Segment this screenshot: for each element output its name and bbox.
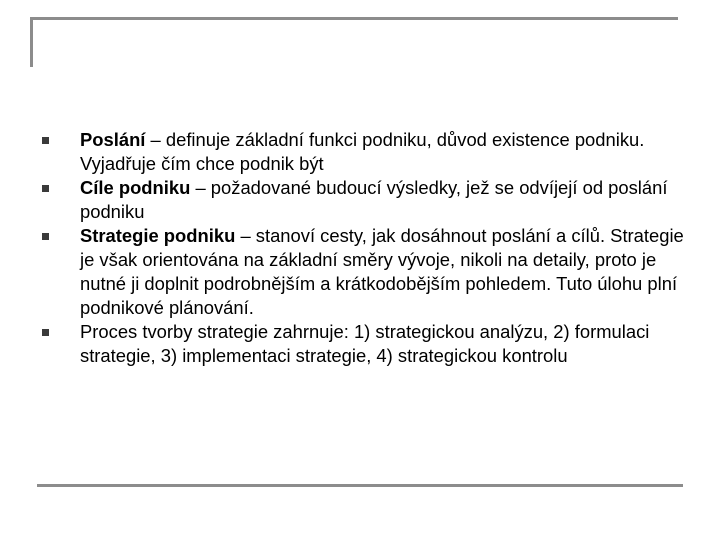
bullet-item-cile — [38, 176, 698, 224]
frame-left-rule — [30, 17, 33, 67]
frame-bottom-rule — [37, 484, 683, 487]
bullet-term: Cíle podniku — [80, 177, 191, 198]
bullet-item-proces — [38, 320, 698, 368]
frame-top-rule — [30, 17, 678, 20]
bullet-text: – požadované budoucí výsledky, jež se odvíjejí od poslání podniku — [80, 177, 668, 222]
bullet-list — [38, 128, 698, 368]
bullet-text: – definuje základní funkci podniku, důvod existence podniku. Vyjadřuje čím chce podnik být — [80, 129, 645, 174]
bullet-item-strategie — [38, 224, 698, 320]
square-bullet-icon — [42, 329, 49, 336]
bullet-item-poslani — [38, 128, 698, 176]
bullet-term: Strategie podniku — [80, 225, 236, 246]
square-bullet-icon — [42, 185, 49, 192]
bullet-text: Proces tvorby strategie zahrnuje: 1) strategickou analýzu, 2) formulaci strategie, 3) implementaci strategie, 4) strategickou kontrolu — [80, 321, 650, 366]
square-bullet-icon — [42, 137, 49, 144]
bullet-term: Poslání — [80, 129, 146, 150]
bullet-text: – stanoví cesty, jak dosáhnout poslání a cílů. Strategie je však orientována na základní směry vývoje, nikoli na detaily, proto je nutné ji doplnit podrobnějším a krátkodobějším pohledem. Tuto úlohu plní podnikové plánování. — [80, 225, 684, 318]
square-bullet-icon — [42, 233, 49, 240]
